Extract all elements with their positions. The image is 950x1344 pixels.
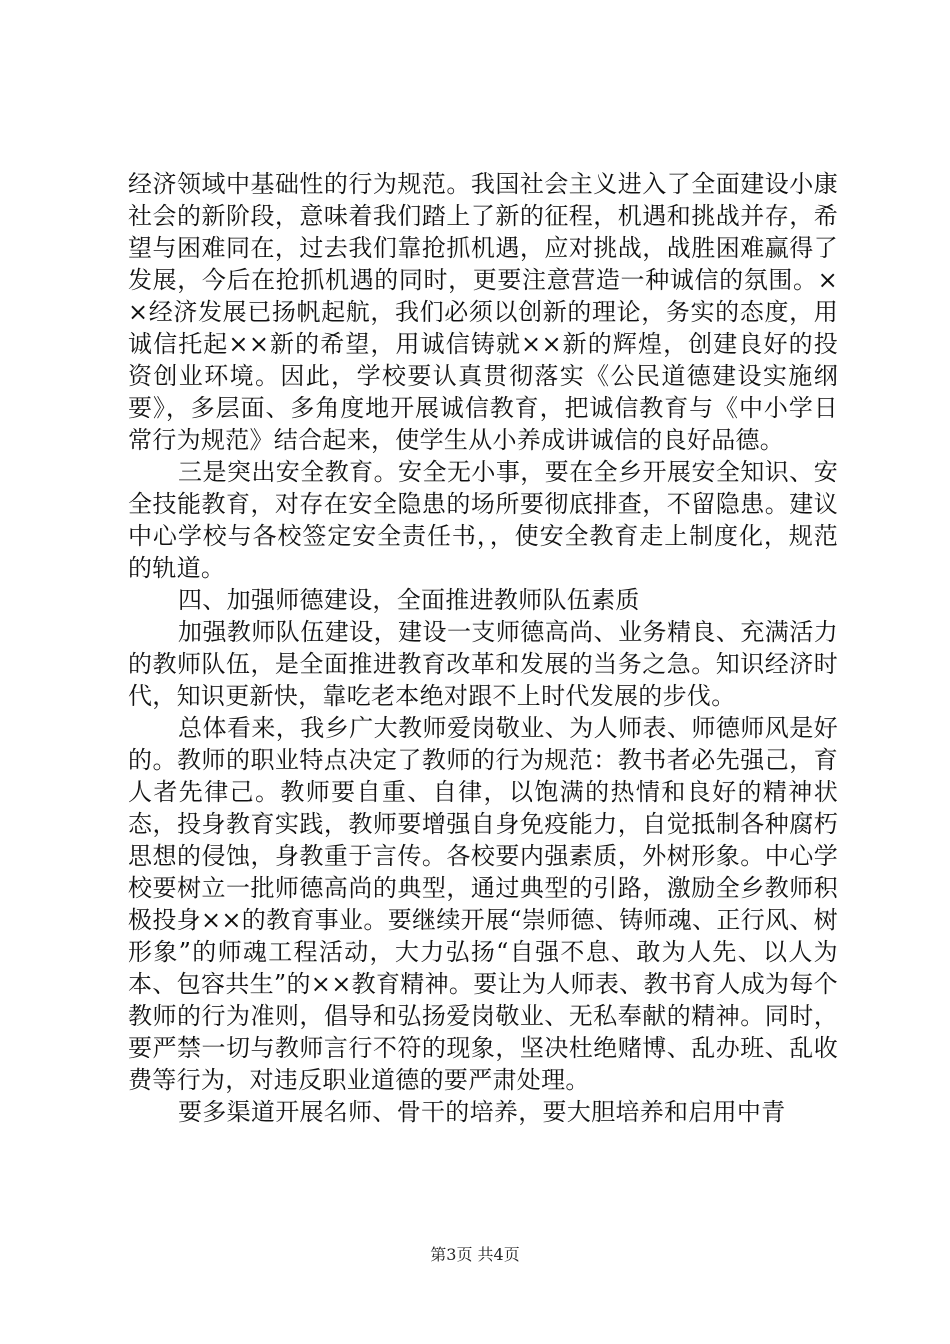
document-body xyxy=(128,168,838,1128)
paragraph-teacher-ethics: 总体看来，我乡广大教师爱岗敬业、为人师表、师德师风是好的。教师的职业特点决定了教师的行为规范：教书者必先强己，育人者先律己。教师要自重、自律，以饱满的热情和良好的精神状态，投身教育实践，教师要增强自身免疫能力，自觉抵制各种腐朽思想的侵蚀，身教重于言传。各校要内强素质，外树形象。中心学校要树立一批师德高尚的典型，通过典型的引路，激励全乡教师积极投身××的教育事业。要继续开展“崇师德、铸师魂、正行风、树形象”的师魂工程活动，大力弘扬“自强不息、敢为人先、以人为本、包容共生”的××教育精神。要让为人师表、教书育人成为每个教师的行为准则，倡导和弘扬爱岗敬业、无私奉献的精神。同时，要严禁一切与教师言行不符的现象，坚决杜绝赌博、乱办班、乱收费等行为，对违反职业道德的要严肃处理。 xyxy=(128,714,838,1094)
section-heading: 四、加强师德建设，全面推进教师队伍素质 xyxy=(178,586,640,614)
paragraph-continuation: 经济领域中基础性的行为规范。我国社会主义进入了全面建设小康社会的新阶段，意味着我们踏上了新的征程，机遇和挑战并存，希望与困难同在，过去我们靠抢抓机遇，应对挑战，战胜困难赢得了发展，今后在抢抓机遇的同时，更要注意营造一种诚信的氛围。××经济发展已扬帆起航，我们必须以创新的理论，务实的态度，用诚信托起××新的希望，用诚信铸就××新的辉煌，创建良好的投资创业环境。因此，学校要认真贯彻落实《公民道德建设实施纲要》，多层面、多角度地开展诚信教育，把诚信教育与《中小学日常行为规范》结合起来，使学生从小养成讲诚信的良好品德。 xyxy=(128,170,838,454)
paragraph-safety-education: 三是突出安全教育。安全无小事，要在全乡开展安全知识、安全技能教育，对存在安全隐患的场所要彻底排查，不留隐患。建议中心学校与各校签定安全责任书，，使安全教育走上制度化，规范的轨道。 xyxy=(128,458,838,582)
paragraph-teacher-team: 加强教师队伍建设，建设一支师德高尚、业务精良、充满活力的教师队伍，是全面推进教育改革和发展的当务之急。知识经济时代，知识更新快，靠吃老本绝对跟不上时代发展的步伐。 xyxy=(128,618,838,710)
paragraph-training: 要多渠道开展名师、骨干的培养，要大胆培养和启用中青 xyxy=(178,1098,786,1126)
page-number-footer: 第3页 共4页 xyxy=(430,1245,520,1264)
